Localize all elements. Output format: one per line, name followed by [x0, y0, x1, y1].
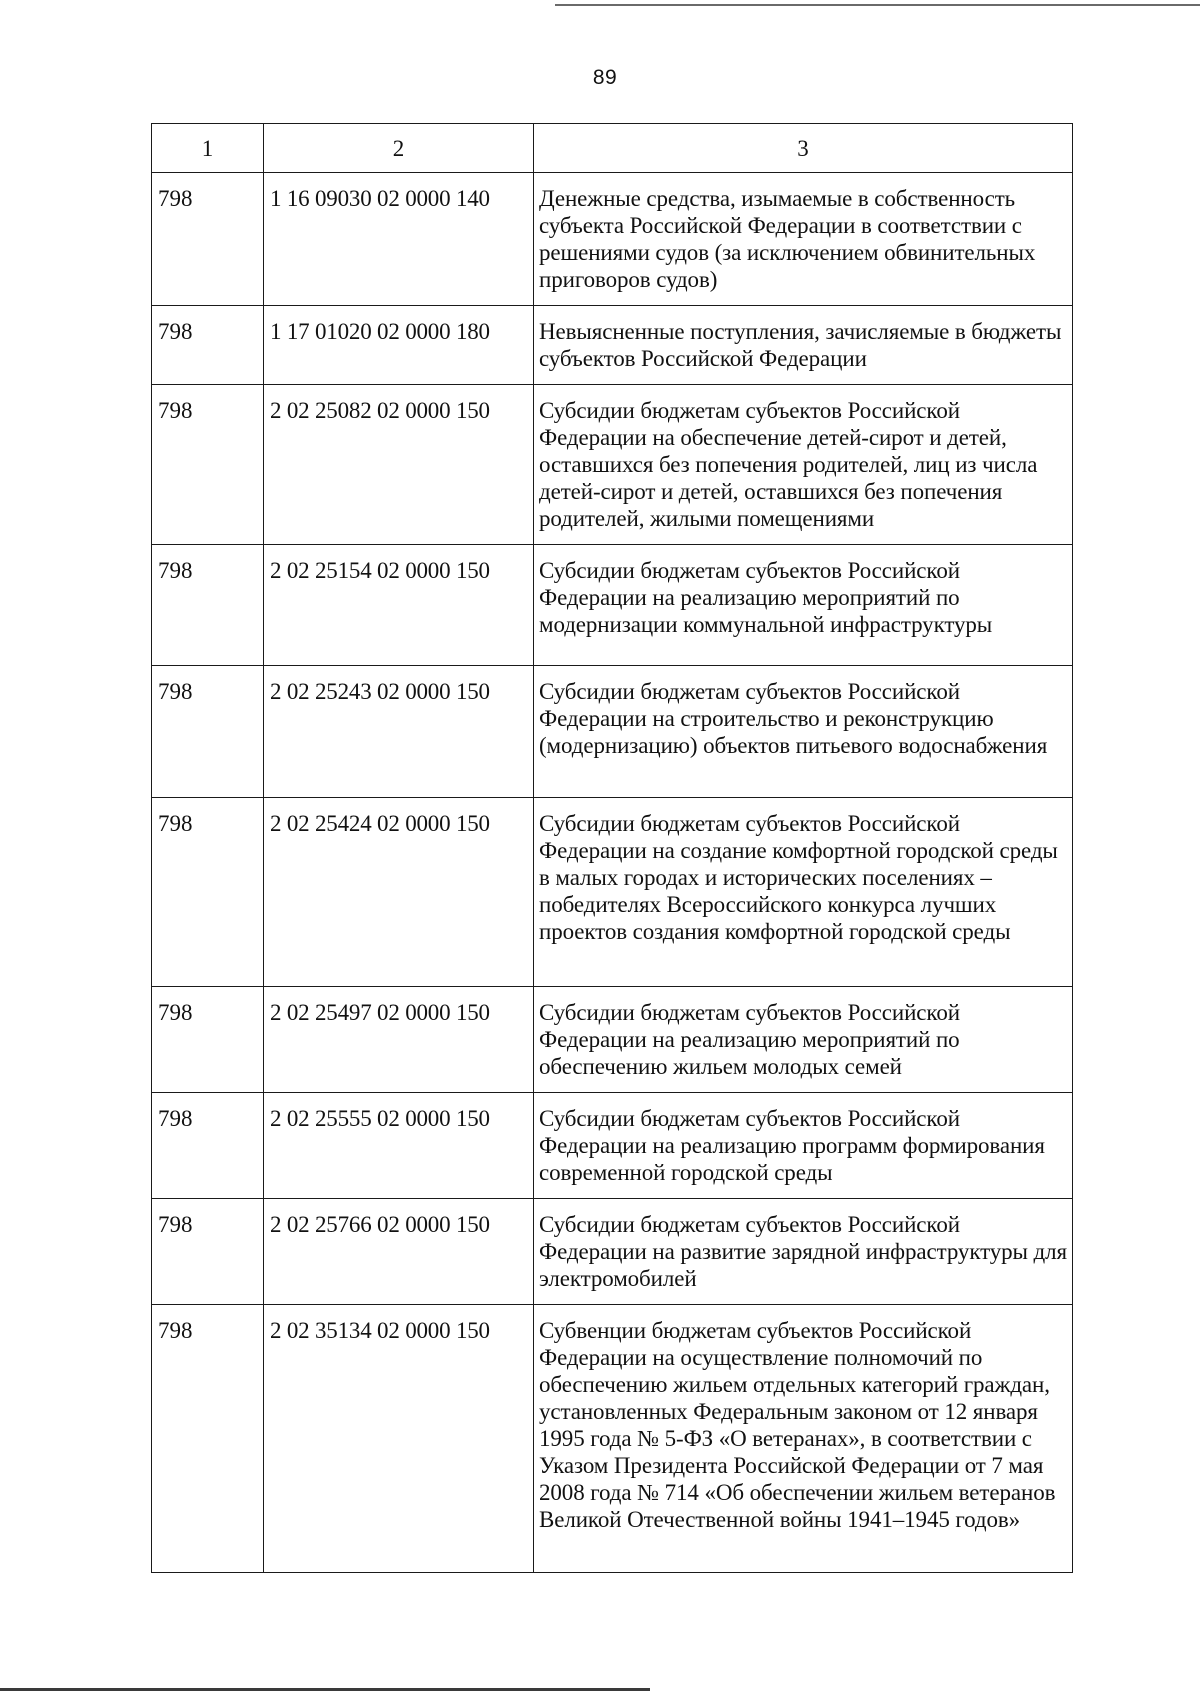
- budget-code-cell: 2 02 25154 02 0000 150: [264, 545, 534, 666]
- column-header-3: 3: [534, 124, 1073, 173]
- budget-code-cell: 1 17 01020 02 0000 180: [264, 306, 534, 385]
- budget-code-cell: 2 02 35134 02 0000 150: [264, 1305, 534, 1573]
- table-row: [152, 666, 1073, 798]
- table-row: [152, 1093, 1073, 1199]
- budget-code-cell: 1 16 09030 02 0000 140: [264, 173, 534, 306]
- table-row: [152, 1305, 1073, 1573]
- description-cell: Субсидии бюджетам субъектов Российской Федерации на строительство и реконструкцию (модернизацию) объектов питьевого водоснабжения: [534, 666, 1073, 798]
- description-cell: Субсидии бюджетам субъектов Российской Федерации на реализацию мероприятий по модернизации коммунальной инфраструктуры: [534, 545, 1073, 666]
- admin-code-cell: 798: [152, 1305, 264, 1573]
- description-cell: Субсидии бюджетам субъектов Российской Федерации на обеспечение детей-сирот и детей, оставшихся без попечения родителей, лиц из числа детей-сирот и детей, оставшихся без попечения родителей, жилыми помещениями: [534, 385, 1073, 545]
- scan-edge-bottom: [0, 1688, 650, 1691]
- table-row: [152, 173, 1073, 306]
- budget-code-cell: 2 02 25766 02 0000 150: [264, 1199, 534, 1305]
- admin-code-cell: 798: [152, 173, 264, 306]
- admin-code-cell: 798: [152, 385, 264, 545]
- page-number: 89: [592, 66, 618, 89]
- description-cell: Денежные средства, изымаемые в собственность субъекта Российской Федерации в соответствии с решениями судов (за исключением обвинительных приговоров судов): [534, 173, 1073, 306]
- description-cell: Невыясненные поступления, зачисляемые в бюджеты субъектов Российской Федерации: [534, 306, 1073, 385]
- budget-code-cell: 2 02 25497 02 0000 150: [264, 987, 534, 1093]
- admin-code-cell: 798: [152, 987, 264, 1093]
- column-header-1: 1: [152, 124, 264, 173]
- column-header-2: 2: [264, 124, 534, 173]
- budget-code-cell: 2 02 25555 02 0000 150: [264, 1093, 534, 1199]
- admin-code-cell: 798: [152, 798, 264, 987]
- budget-code-cell: 2 02 25243 02 0000 150: [264, 666, 534, 798]
- description-cell: Субвенции бюджетам субъектов Российской Федерации на осуществление полномочий по обеспечению жильем отдельных категорий граждан, установленных Федеральным законом от 12 января 1995 года № 5-ФЗ «О ветеранах», в соответствии с Указом Президента Российской Федерации от 7 мая 2008 года № 714 «Об обеспечении жильем ветеранов Великой Отечественной войны 1941–1945 годов»: [534, 1305, 1073, 1573]
- admin-code-cell: 798: [152, 666, 264, 798]
- table-row: [152, 545, 1073, 666]
- table-row: [152, 987, 1073, 1093]
- budget-code-cell: 2 02 25424 02 0000 150: [264, 798, 534, 987]
- table-header-row: [152, 124, 1073, 173]
- table-row: [152, 798, 1073, 987]
- table-row: [152, 306, 1073, 385]
- admin-code-cell: 798: [152, 1093, 264, 1199]
- table-row: [152, 1199, 1073, 1305]
- description-cell: Субсидии бюджетам субъектов Российской Федерации на реализацию программ формирования современной городской среды: [534, 1093, 1073, 1199]
- table-row: [152, 385, 1073, 545]
- admin-code-cell: 798: [152, 545, 264, 666]
- budget-code-cell: 2 02 25082 02 0000 150: [264, 385, 534, 545]
- description-cell: Субсидии бюджетам субъектов Российской Федерации на реализацию мероприятий по обеспечению жильем молодых семей: [534, 987, 1073, 1093]
- admin-code-cell: 798: [152, 1199, 264, 1305]
- scan-edge-top: [555, 4, 1200, 6]
- admin-code-cell: 798: [152, 306, 264, 385]
- budget-revenue-table: [151, 123, 1073, 1573]
- description-cell: Субсидии бюджетам субъектов Российской Федерации на создание комфортной городской среды в малых городах и исторических поселениях – победителях Всероссийского конкурса лучших проектов создания комфортной городской среды: [534, 798, 1073, 987]
- description-cell: Субсидии бюджетам субъектов Российской Федерации на развитие зарядной инфраструктуры для электромобилей: [534, 1199, 1073, 1305]
